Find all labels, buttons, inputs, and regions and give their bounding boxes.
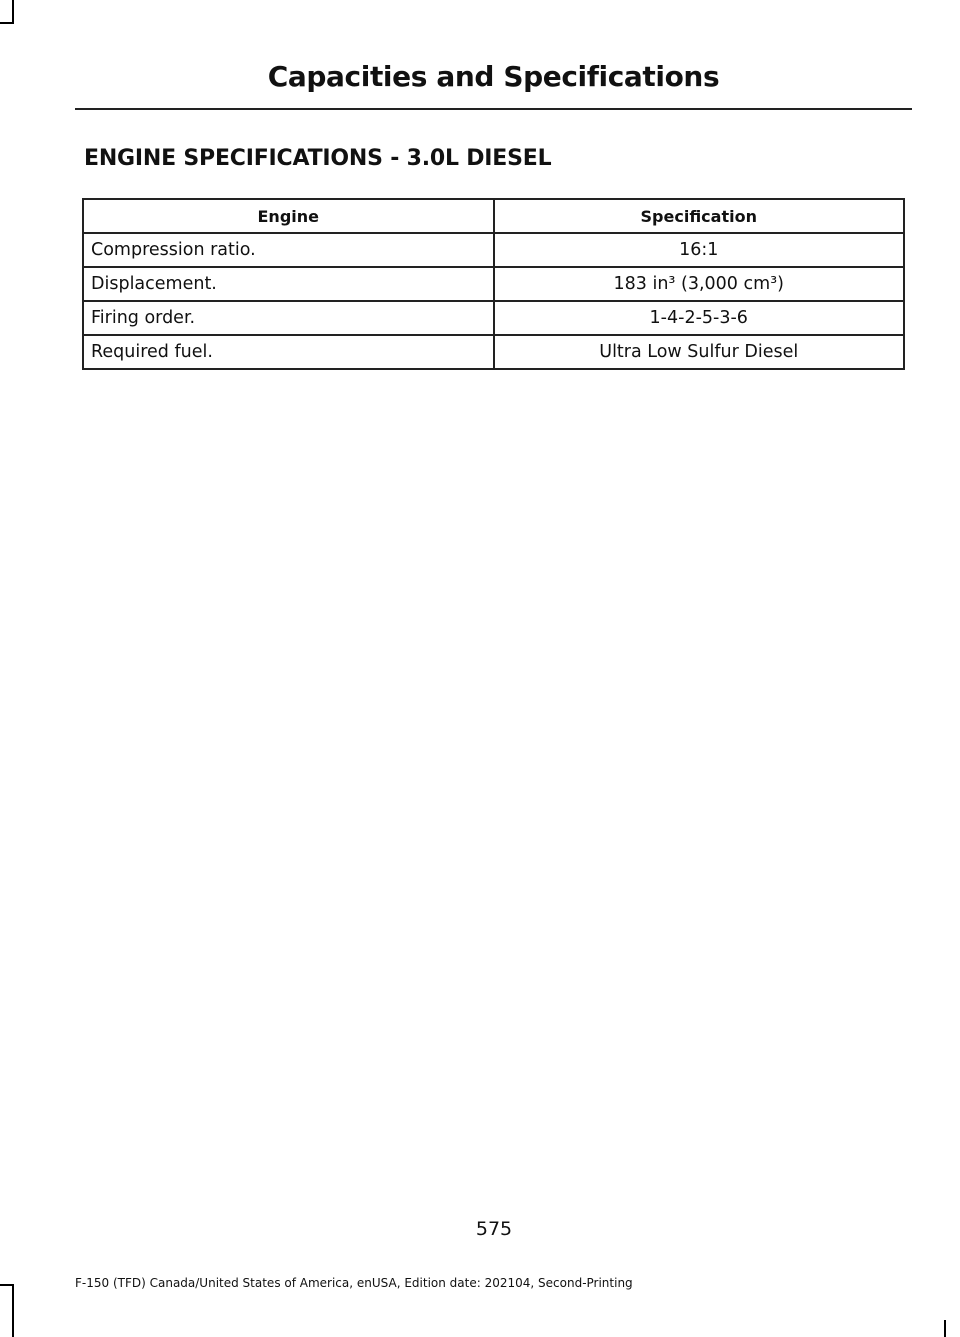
crop-mark-top-left-horizontal xyxy=(0,22,14,24)
crop-mark-bottom-left-vertical xyxy=(12,1284,14,1337)
cell-spec: 1-4-2-5-3-6 xyxy=(494,301,905,335)
column-header-specification: Specification xyxy=(494,199,905,233)
engine-spec-table xyxy=(82,198,905,370)
cell-spec: Ultra Low Sulfur Diesel xyxy=(494,335,905,369)
cell-spec: 183 in³ (3,000 cm³) xyxy=(494,267,905,301)
page-title: Capacities and Specifications xyxy=(267,60,720,93)
table-row xyxy=(83,301,904,335)
crop-mark-bottom-left-horizontal xyxy=(0,1284,14,1286)
page-header xyxy=(75,58,912,110)
page-number: 575 xyxy=(475,1218,513,1240)
cell-spec: 16:1 xyxy=(494,233,905,267)
section-title: ENGINE SPECIFICATIONS - 3.0L DIESEL xyxy=(84,146,552,171)
cell-engine: Required fuel. xyxy=(83,335,494,369)
table-row xyxy=(83,335,904,369)
table-row xyxy=(83,233,904,267)
table-header-row xyxy=(83,199,904,233)
column-header-engine: Engine xyxy=(83,199,494,233)
cell-engine: Firing order. xyxy=(83,301,494,335)
cell-engine: Compression ratio. xyxy=(83,233,494,267)
table-row xyxy=(83,267,904,301)
edition-footer: F-150 (TFD) Canada/United States of America, enUSA, Edition date: 202104, Second-Printing xyxy=(75,1276,633,1290)
cell-engine: Displacement. xyxy=(83,267,494,301)
crop-mark-top-left-vertical xyxy=(12,0,14,24)
crop-mark-bottom-right-vertical xyxy=(944,1320,946,1337)
